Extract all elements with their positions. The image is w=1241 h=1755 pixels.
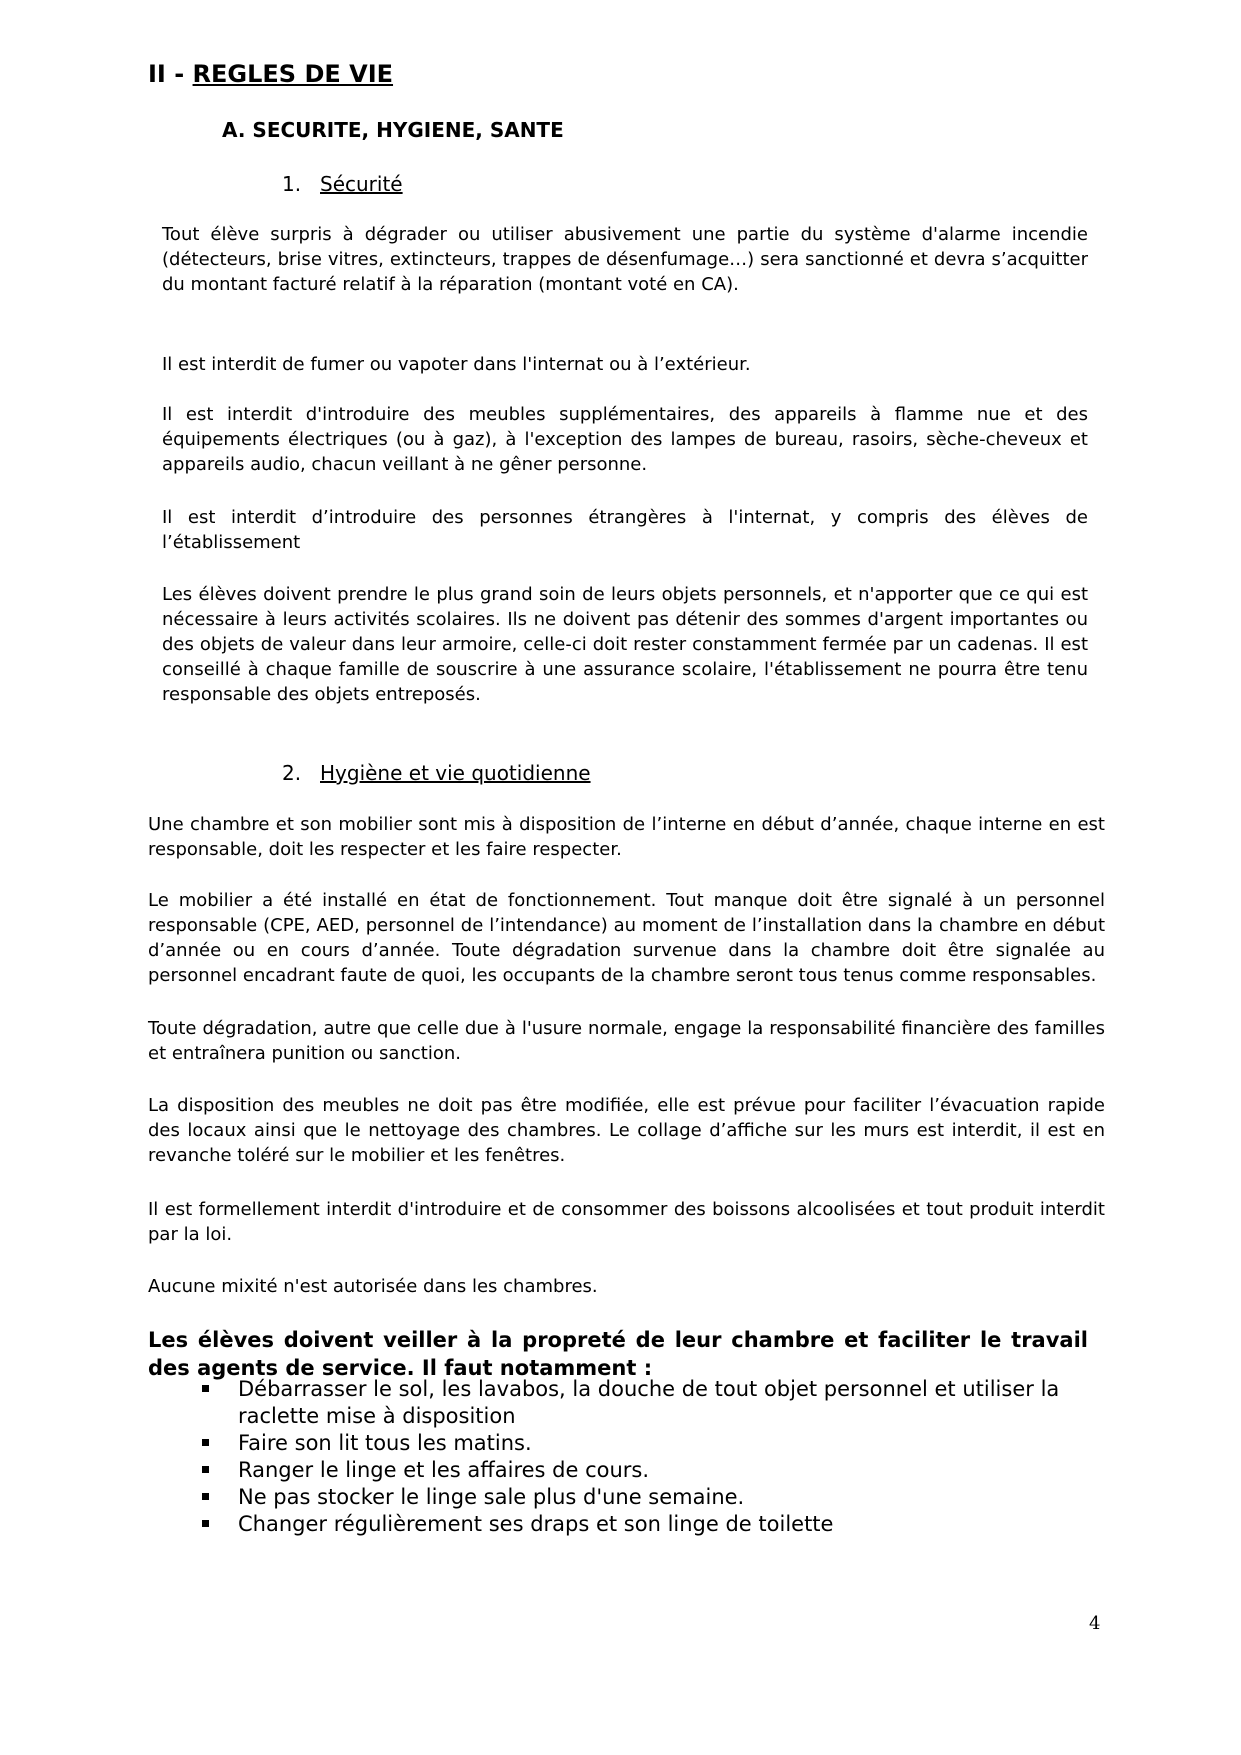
hygiene-heading [282,759,591,787]
square-bullet-icon [202,1385,209,1392]
square-bullet-icon [202,1466,209,1473]
hygiene-title: Hygiène et vie quotidienne [320,761,591,785]
list-item-text: Ranger le linge et les affaires de cours. [238,1458,650,1482]
page-number: 4 [1089,1613,1101,1634]
subsection-heading [222,116,564,144]
section-title: REGLES DE VIE [192,60,394,88]
list-item [202,1484,1082,1511]
hygiene-paragraph-2: Le mobilier a été installé en état de fonctionnement. Tout manque doit être signalé à un personnel responsable (CPE, AED, personnel de l’intendance) au moment de l’installation dans la chambre en début d’année ou en cours d’année. Toute dégradation survenue dans la chambre doit être signalée au personnel encadrant faute de quoi, les occupants de la chambre seront tous tenus comme responsables. [148,890,1105,986]
securite-paragraph-3: Il est interdit d'introduire des meubles supplémentaires, des appareils à flamme nue et des équipements électriques (ou à gaz), à l'exception des lampes de bureau, rasoirs, sèche-cheveux et appareils audio, chacun veillant à ne gêner personne. [162,404,1088,475]
subsection-label: A. [222,118,246,142]
square-bullet-icon [202,1520,209,1527]
list-item-text: Changer régulièrement ses draps et son linge de toilette [238,1512,834,1536]
hygiene-paragraph-1: Une chambre et son mobilier sont mis à disposition de l’interne en début d’année, chaque interne en est responsable, doit les respecter et les faire respecter. [148,814,1105,860]
hygiene-number: 2. [282,761,302,785]
hygiene-paragraph-6: Aucune mixité n'est autorisée dans les chambres. [148,1276,598,1297]
cleanliness-list [202,1376,1082,1538]
hygiene-paragraph-4: La disposition des meubles ne doit pas être modifiée, elle est prévue pour faciliter l’évacuation rapide des locaux ainsi que le nettoyage des chambres. Le collage d’affiche sur les murs est interdit, il est en revanche toléré sur le mobilier et les fenêtres. [148,1095,1105,1166]
subsection-title: SECURITE, HYGIENE, SANTE [252,118,564,142]
securite-paragraph-4: Il est interdit d’introduire des personnes étrangères à l'internat, y compris des élèves de l’établissement [162,507,1088,553]
list-item [202,1376,1082,1430]
hygiene-paragraph-5: Il est formellement interdit d'introduire et de consommer des boissons alcoolisées et tout produit interdit par la loi. [148,1199,1105,1245]
securite-heading [282,170,403,198]
securite-paragraph-2: Il est interdit de fumer ou vapoter dans l'internat ou à l’extérieur. [162,354,751,375]
section-number: II - [148,60,185,88]
securite-paragraph-5: Les élèves doivent prendre le plus grand soin de leurs objets personnels, et n'apporter que ce qui est nécessaire à leurs activités scolaires. Ils ne doivent pas détenir des sommes d'argent importantes ou des objets de valeur dans leur armoire, celle-ci doit rester constamment fermée par un cadenas. Il est conseillé à chaque famille de souscrire à une assurance scolaire, l'établissement ne pourra être tenu responsable des objets entreposés. [162,584,1088,705]
list-item-text: Faire son lit tous les matins. [238,1431,532,1455]
hygiene-paragraph-3: Toute dégradation, autre que celle due à l'usure normale, engage la responsabilité financière des familles et entraînera punition ou sanction. [148,1018,1105,1064]
securite-title: Sécurité [320,172,403,196]
securite-paragraph-1: Tout élève surpris à dégrader ou utiliser abusivement une partie du système d'alarme incendie (détecteurs, brise vitres, extincteurs, trappes de désenfumage…) sera sanctionné et devra s’acquitter du montant facturé relatif à la réparation (montant voté en CA). [162,224,1088,295]
square-bullet-icon [202,1439,209,1446]
securite-number: 1. [282,172,302,196]
list-item-text: Ne pas stocker le linge sale plus d'une semaine. [238,1485,745,1509]
section-heading [148,58,393,90]
square-bullet-icon [202,1493,209,1500]
list-item [202,1430,1082,1457]
list-item-text: Débarrasser le sol, les lavabos, la douche de tout objet personnel et utiliser la raclette mise à disposition [238,1377,1060,1428]
cleanliness-intro: Les élèves doivent veiller à la propreté de leur chambre et faciliter le travail des agents de service. Il faut notamment : [148,1328,1088,1380]
list-item [202,1457,1082,1484]
list-item [202,1511,1082,1538]
